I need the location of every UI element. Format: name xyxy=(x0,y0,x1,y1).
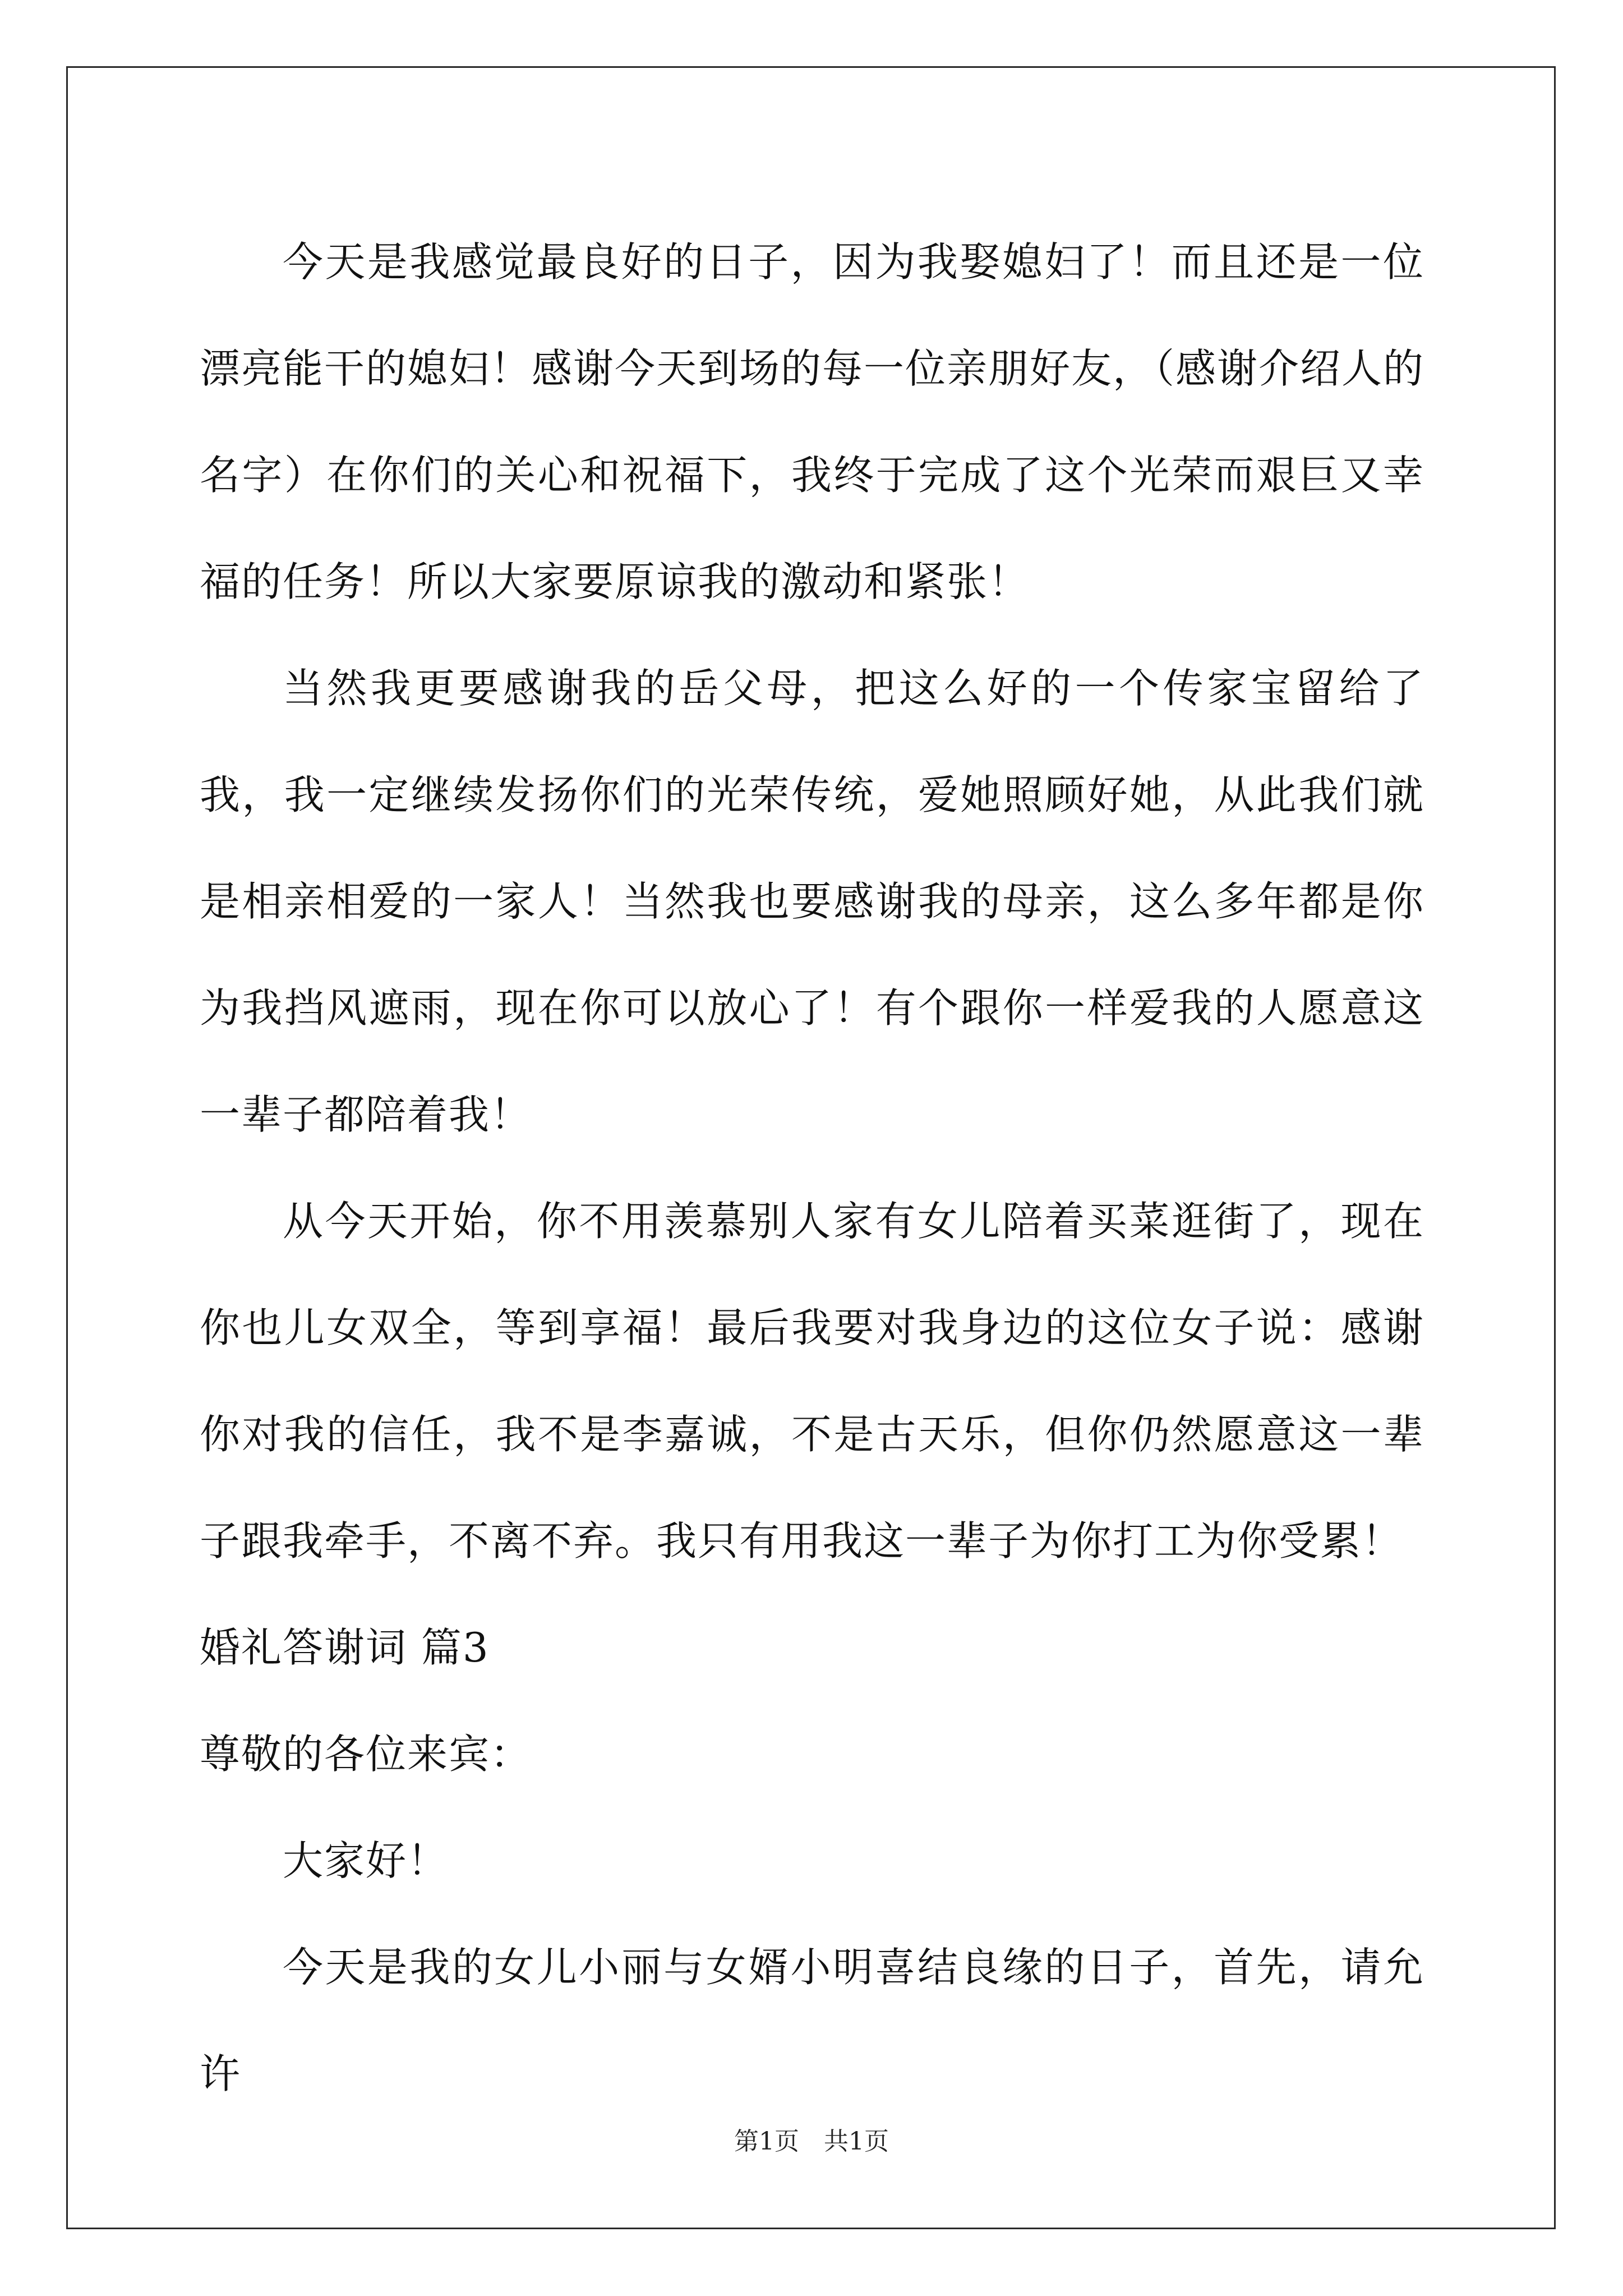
document-body xyxy=(200,209,1424,2127)
paragraph-4: 今天是我的女儿小丽与女婿小明喜结良缘的日子，首先，请允许 xyxy=(200,1944,1424,2097)
page-number-label: 第1页 共1页 xyxy=(734,2127,889,2156)
section-heading: 婚礼答谢词 篇3 xyxy=(200,1624,490,1671)
salutation: 尊敬的各位来宾： xyxy=(200,1731,532,1778)
paragraph-2: 当然我更要感谢我的岳父母，把这么好的一个传家宝留给了我，我一定继续发扬你们的光荣传统，爱她照顾好她，从此我们就是相亲相爱的一家人！当然我也要感谢我的母亲，这么多年都是你为我挡风遮雨，现在你可以放心了！有个跟你一样爱我的人愿意这一辈子都陪着我！ xyxy=(200,665,1424,1138)
page-footer xyxy=(0,2125,1623,2159)
greeting: 大家好！ xyxy=(283,1837,449,1884)
paragraph-1: 今天是我感觉最良好的日子，因为我娶媳妇了！而且还是一位漂亮能干的媳妇！感谢今天到场的每一位亲朋好友，（感谢介绍人的名字）在你们的关心和祝福下，我终于完成了这个光荣而艰巨又幸福的任务！所以大家要原谅我的激动和紧张！ xyxy=(200,238,1425,605)
paragraph-3: 从今天开始，你不用羡慕别人家有女儿陪着买菜逛街了，现在你也儿女双全，等到享福！最后我要对我身边的这位女子说：感谢你对我的信任，我不是李嘉诚，不是古天乐，但你仍然愿意这一辈子跟我牵手，不离不弃。我只有用我这一辈子为你打工为你受累！ xyxy=(200,1198,1424,1565)
